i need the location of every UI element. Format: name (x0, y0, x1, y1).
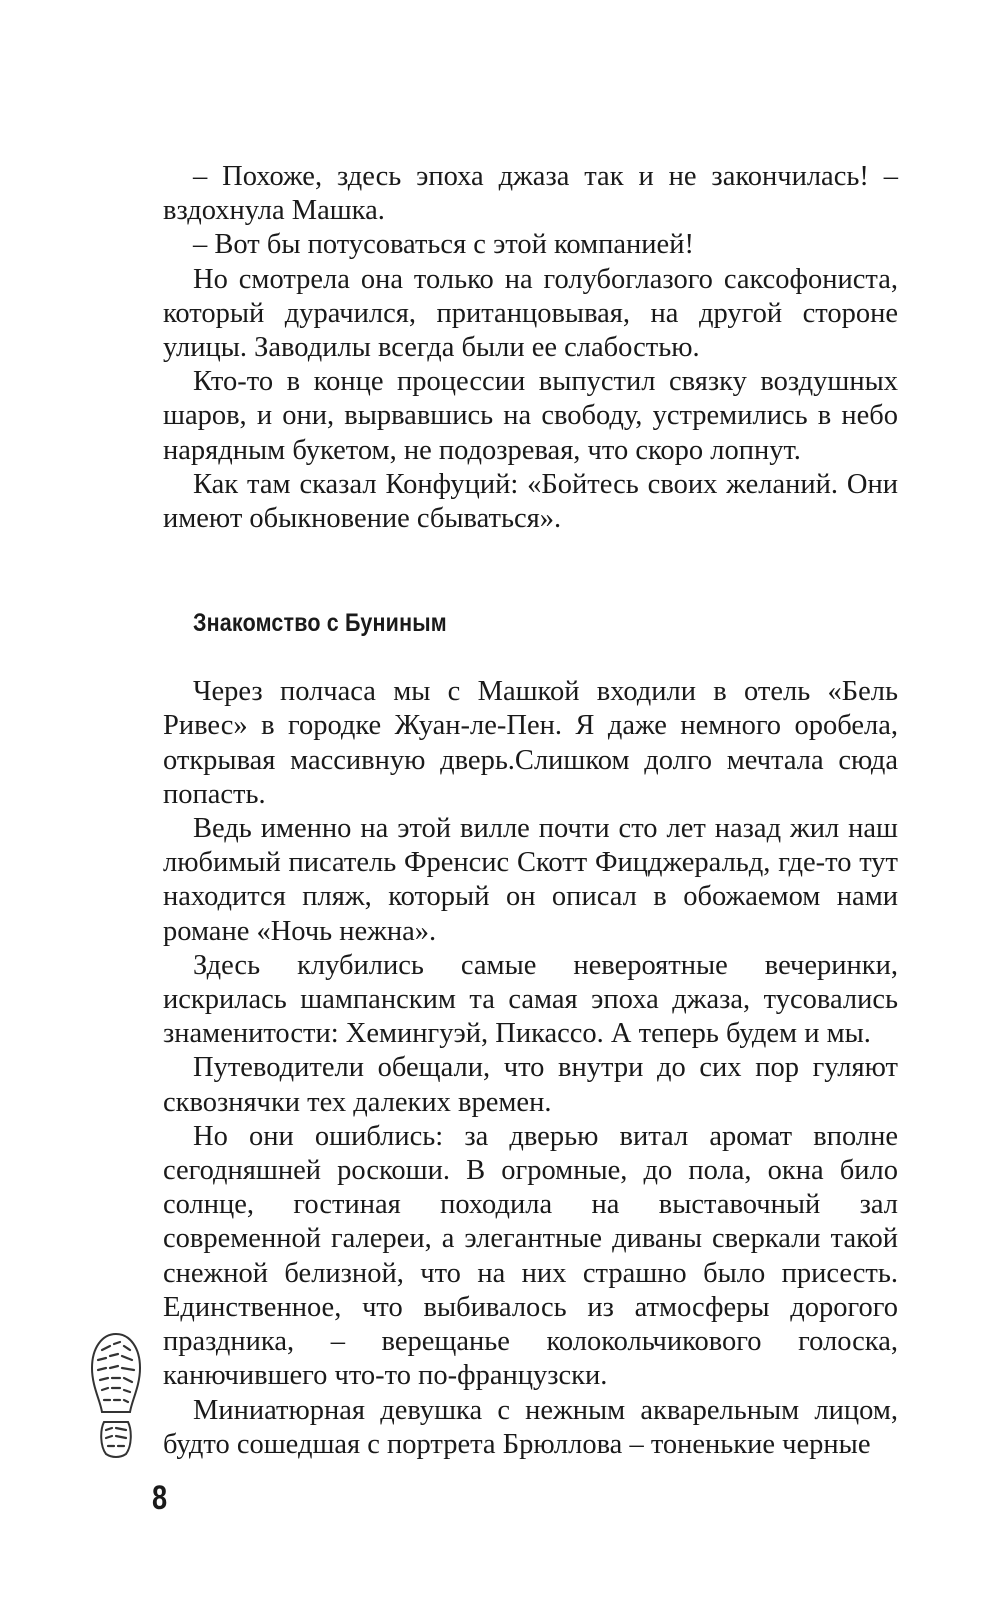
paragraph: – Похоже, здесь эпоха джаза так и не закончилась! – вздохнула Машка. (163, 161, 898, 227)
paragraph: Ведь именно на этой вилле почти сто лет назад жил наш любимый писатель Френсис Скотт Фицджеральд, где-то тут находится пляж, который он описал в обожаемом нами романе «Ночь нежна». (163, 813, 898, 947)
paragraph: Миниатюрная девушка с нежным акварельным лицом, будто сошедшая с портрета Брюллова – тоненькие черные (163, 1394, 898, 1460)
footprint-icon (86, 1330, 146, 1460)
section-heading: Знакомство с Буниным (193, 609, 447, 638)
page-body (163, 160, 898, 1462)
paragraph: Но они ошиблись: за дверью витал аромат вполне сегодняшней роскоши. В огромные, до пола, окна било солнце, гостиная походила на выставочный зал современной галереи, а элегантные диваны сверкали такой снежной белизной, что на них страшно было присесть. Единственное, что выбивалось из атмосферы дорогого праздника, – верещанье колокольчикового голоска, канючившего что-то по-французски. (163, 1120, 898, 1392)
paragraph: Путеводители обещали, что внутри до сих пор гуляют сквознячки тех далеких времен. (163, 1052, 898, 1118)
paragraph: – Вот бы потусоваться с этой компанией! (193, 229, 694, 261)
paragraph: Здесь клубились самые невероятные вечеринки, искрилась шампанским та самая эпоха джаза, тусовались знаменитости: Хемингуэй, Пикассо. А теперь будем и мы. (163, 949, 898, 1050)
paragraph: Как там сказал Конфуций: «Бойтесь своих желаний. Они имеют обыкновение сбываться». (163, 468, 898, 535)
page-number: 8 (152, 1479, 168, 1517)
paragraph: Но смотрела она только на голубоглазого саксофониста, который дурачился, пританцовывая, на другой стороне улицы. Заводилы всегда были ее слабостью. (163, 263, 898, 364)
paragraph: Кто-то в конце процессии выпустил связку воздушных шаров, и они, вырвавшись на свободу, устремились в небо нарядным букетом, не подозревая, что скоро лопнут. (163, 366, 898, 466)
paragraph: Через полчаса мы с Машкой входили в отель «Бель Ривес» в городке Жуан-ле-Пен. Я даже немного оробела, открывая массивную дверь.Слишком долго мечтала сюда попасть. (163, 676, 898, 810)
